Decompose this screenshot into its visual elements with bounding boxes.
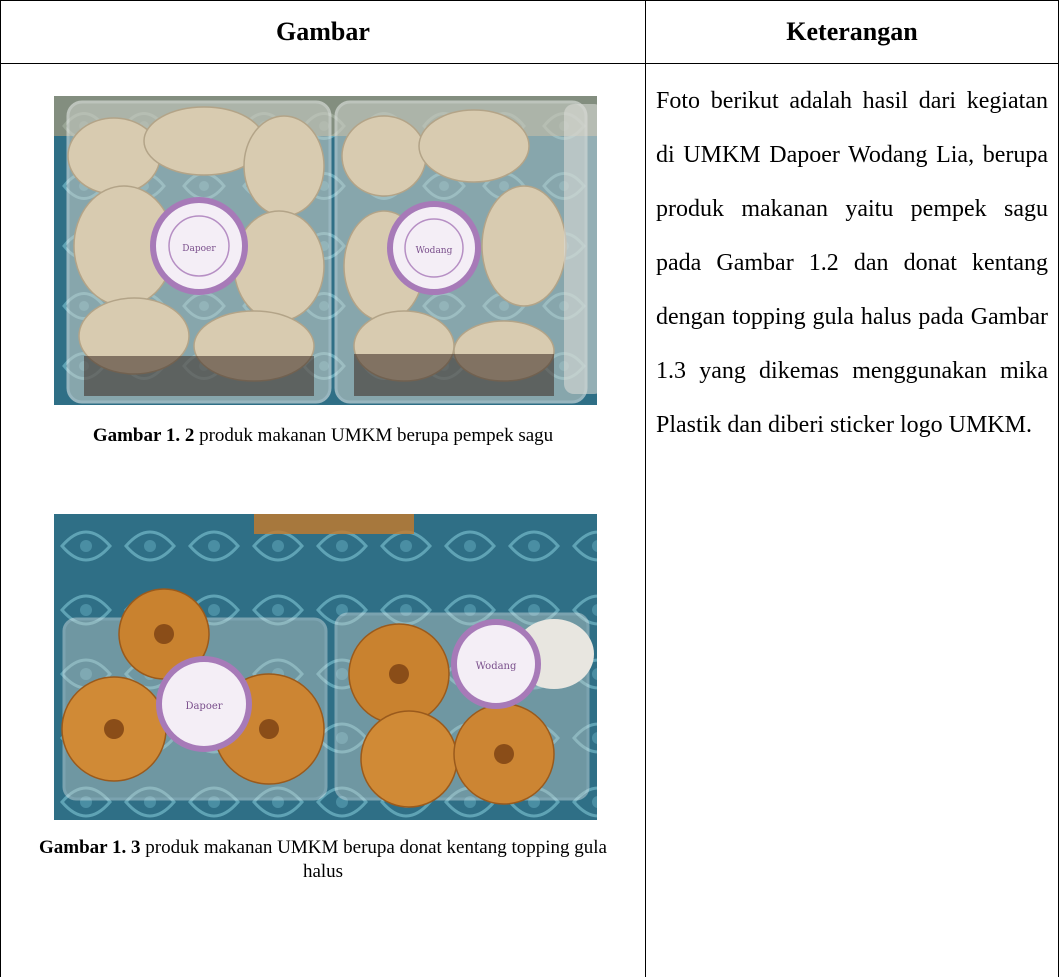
table-header-row [1,1,1059,64]
caption-gambar-1-3 [21,836,625,884]
caption-label: Gambar 1. 2 [92,425,195,446]
caption-text: produk makanan UMKM berupa donat kentang topping gula halus [145,837,607,882]
photo-pempek-sagu [54,96,597,405]
photo-donat-kentang [54,514,597,820]
svg-text:Dapoer: Dapoer [185,701,223,712]
description-text: Foto berikut adalah hasil dari kegiatan di UMKM Dapoer Wodang Lia, berupa produk makanan yaitu pempek sagu pada Gambar 1.2 dan donat kentang dengan topping gula halus pada Gambar 1.3 yang dikemas menggunakan mika Plastik dan diberi sticker logo UMKM. [656,88,1048,438]
caption-label: Gambar 1. 3 [39,837,141,858]
header-keterangan: Keterangan [646,1,1059,64]
images-cell [1,64,646,977]
svg-text:Wodang: Wodang [415,246,453,256]
description-cell [646,64,1059,977]
svg-text:Dapoer: Dapoer [182,244,216,254]
caption-gambar-1-2 [21,424,625,448]
table-body-row [1,64,1059,977]
caption-text: produk makanan UMKM berupa pempek sagu [199,425,554,446]
svg-text:Wodang: Wodang [475,661,517,672]
header-gambar: Gambar [1,1,646,64]
